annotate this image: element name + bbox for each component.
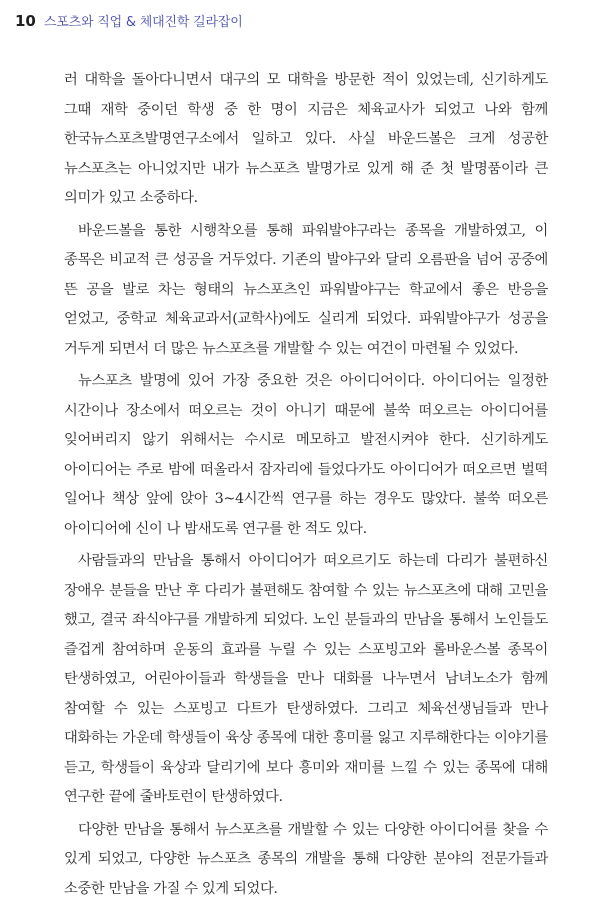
page-header — [15, 11, 243, 33]
page-number: 10 — [15, 12, 36, 30]
paragraph: 사람들과의 만남을 통해서 아이디어가 떠오르기도 하는데 다리가 불편하신 장애우 분들을 만난 후 다리가 불편해도 참여할 수 있는 뉴스포츠에 대해 고민을 했고, 결국 좌식야구를 개발하게 되었다. 노인 분들과의 만남을 통해서 노인들도 즐겁게 참여하며 운동의 효과를 누릴 수 있는 스포빙고와 롤바운스볼 종목이 탄생하였고, 어린아이들과 학생들을 만나 대화를 나누면서 남녀노소가 함께 참여할 수 있는 스포빙고 다트가 탄생하였다. 그리고 체육선생님들과 만나 대화하는 가운데 학생들이 육상 종목에 대한 흥미를 잃고 지루해한다는 이야기를 듣고, 학생들이 육상과 달리기에 보다 흥미와 재미를 느낄 수 있는 종목에 대해 연구한 끝에 줄바토런이 탄생하였다. — [64, 553, 548, 805]
paragraph: 바운드볼을 통한 시행착오를 통해 파워발야구라는 종목을 개발하였고, 이 종목은 비교적 큰 성공을 거두었다. 기존의 발야구와 달리 오름판을 넘어 공중에 뜬 공을 발로 차는 형태의 뉴스포츠인 파워발야구는 학교에서 좋은 반응을 얻었고, 중학교 체육교과서(교학사)에도 실리게 되었다. 파워발야구가 성공을 거두게 되면서 더 많은 뉴스포츠를 개발할 수 있는 여건이 마련될 수 있었다. — [64, 222, 548, 357]
paragraph: 다양한 만남을 통해서 뉴스포츠를 개발할 수 있는 다양한 아이디어를 찾을 수 있게 되었고, 다양한 뉴스포츠 종목의 개발을 통해 다양한 분야의 전문가들과 소중한 만남을 가질 수 있게 되었다. — [64, 821, 548, 897]
running-title: 스포츠와 직업 & 체대진학 길라잡이 — [43, 15, 243, 30]
paragraph-continued: 러 대학을 돌아다니면서 대구의 모 대학을 방문한 적이 있었는데, 신기하게도 그때 재학 중이던 학생 중 한 명이 지금은 체육교사가 되었고 나와 함께 한국뉴스포츠발명연구소에서 일하고 있다. 사실 바운드볼은 크게 성공한 뉴스포츠는 아니었지만 내가 뉴스포츠 발명가로 있게 해 준 첫 발명품이라 큰 의미가 있고 소중하다. — [64, 72, 548, 206]
body-text — [64, 66, 548, 907]
paragraph: 뉴스포츠 발명에 있어 가장 중요한 것은 아이디어이다. 아이디어는 일정한 시간이나 장소에서 떠오르는 것이 아니기 때문에 불쑥 떠오르는 아이디어를 잊어버리지 않기 위해서는 수시로 메모하고 발전시켜야 한다. 신기하게도 아이디어는 주로 밤에 떠올라서 잠자리에 들었다가도 아이디어가 떠오르면 벌떡 일어나 책상 앞에 앉아 3~4시간씩 연구를 하는 경우도 많았다. 불쑥 떠오른 아이디어에 신이 나 밤새도록 연구를 한 적도 있다. — [64, 373, 548, 537]
